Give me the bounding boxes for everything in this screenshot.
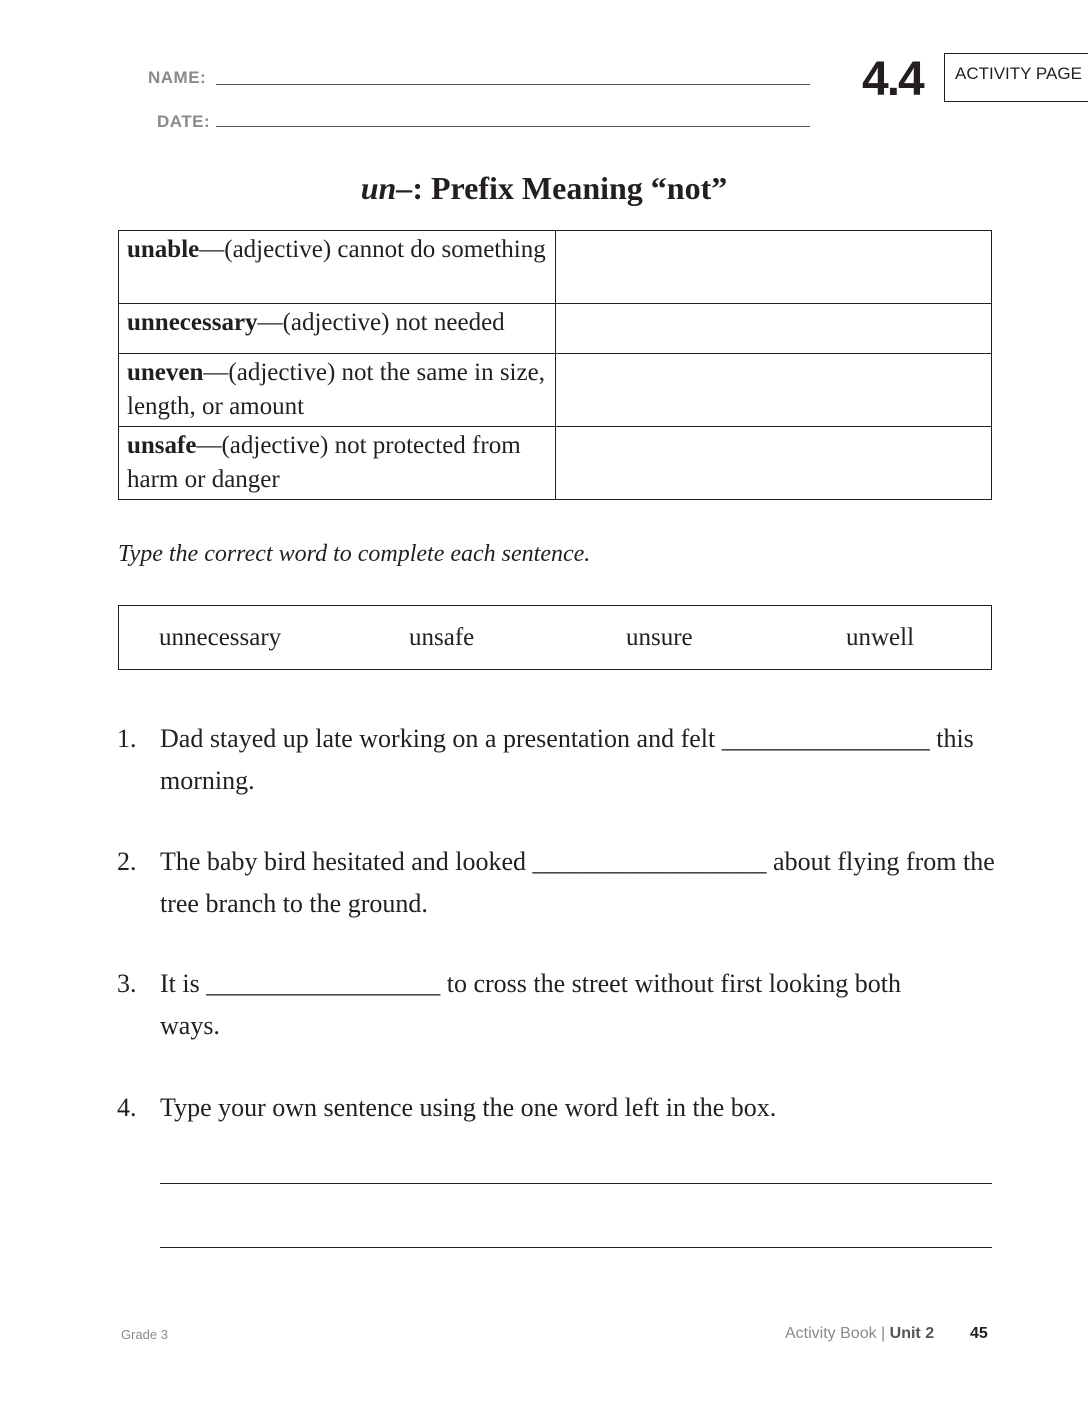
question-number: 3. bbox=[117, 969, 137, 998]
lesson-number: 4.4 bbox=[862, 53, 923, 106]
question-text: Type your own sentence using the one word left in the box. bbox=[160, 1093, 777, 1122]
word-bank-item: unwell bbox=[846, 624, 915, 651]
date-label: DATE: bbox=[157, 112, 211, 131]
activity-page-badge bbox=[944, 53, 1088, 102]
date-field[interactable] bbox=[216, 126, 810, 127]
vocab-word: unnecessary bbox=[127, 309, 258, 336]
answer-cell[interactable] bbox=[555, 231, 991, 304]
word-bank-item: unsafe bbox=[409, 624, 475, 651]
vocab-word: uneven bbox=[127, 359, 204, 386]
instructions: Type the correct word to complete each sentence. bbox=[118, 541, 591, 567]
word-bank-item: unnecessary bbox=[159, 624, 282, 651]
name-field[interactable] bbox=[216, 84, 810, 85]
answer-line[interactable] bbox=[160, 1247, 992, 1248]
question-2 bbox=[117, 841, 1000, 931]
footer-page-number: 45 bbox=[970, 1325, 988, 1342]
question-number: 2. bbox=[117, 847, 137, 876]
title-prefix: un– bbox=[360, 170, 413, 206]
vocab-definition: —(adjective) not protected from harm or danger bbox=[127, 432, 521, 493]
answer-cell[interactable] bbox=[555, 304, 991, 354]
answer-line[interactable] bbox=[160, 1183, 992, 1184]
question-number: 1. bbox=[117, 724, 137, 753]
question-text: It is __________________ to cross the street without first looking both ways. bbox=[160, 969, 901, 1040]
table-row bbox=[119, 231, 992, 304]
vocab-definition: —(adjective) cannot do something bbox=[199, 236, 546, 263]
table-row bbox=[119, 354, 992, 427]
footer-book-info bbox=[785, 1325, 934, 1343]
answer-cell[interactable] bbox=[555, 354, 991, 427]
footer-book: Activity Book bbox=[785, 1325, 877, 1342]
word-bank-item: unsure bbox=[626, 624, 693, 651]
definition-cell bbox=[119, 354, 556, 427]
question-text: The baby bird hesitated and looked __________________ about flying from the tree branch to the ground. bbox=[160, 847, 995, 918]
footer-grade: Grade 3 bbox=[121, 1327, 168, 1342]
activity-page-label: ACTIVITY PAGE bbox=[955, 64, 1082, 83]
answer-cell[interactable] bbox=[555, 427, 991, 500]
vocab-definition: —(adjective) not needed bbox=[257, 309, 505, 336]
word-bank bbox=[118, 605, 992, 670]
footer-separator: | bbox=[876, 1325, 890, 1342]
definition-cell bbox=[119, 427, 556, 500]
question-3 bbox=[117, 963, 1000, 1053]
vocab-word: unsafe bbox=[127, 432, 197, 459]
table-row bbox=[119, 427, 992, 500]
table-row bbox=[119, 304, 992, 354]
question-1 bbox=[117, 718, 1000, 808]
page-title bbox=[0, 170, 1088, 207]
question-number: 4. bbox=[117, 1093, 137, 1122]
footer-unit: Unit 2 bbox=[889, 1325, 935, 1342]
title-text: : Prefix Meaning “not” bbox=[412, 170, 728, 206]
definition-cell bbox=[119, 304, 556, 354]
question-text: Dad stayed up late working on a presentation and felt ________________ this morning. bbox=[160, 724, 974, 795]
question-4 bbox=[117, 1087, 1000, 1132]
definition-cell bbox=[119, 231, 556, 304]
vocab-word: unable bbox=[127, 236, 200, 263]
name-label: NAME: bbox=[148, 68, 207, 87]
vocabulary-table bbox=[118, 230, 992, 500]
vocab-definition: —(adjective) not the same in size, length, or amount bbox=[127, 359, 545, 420]
